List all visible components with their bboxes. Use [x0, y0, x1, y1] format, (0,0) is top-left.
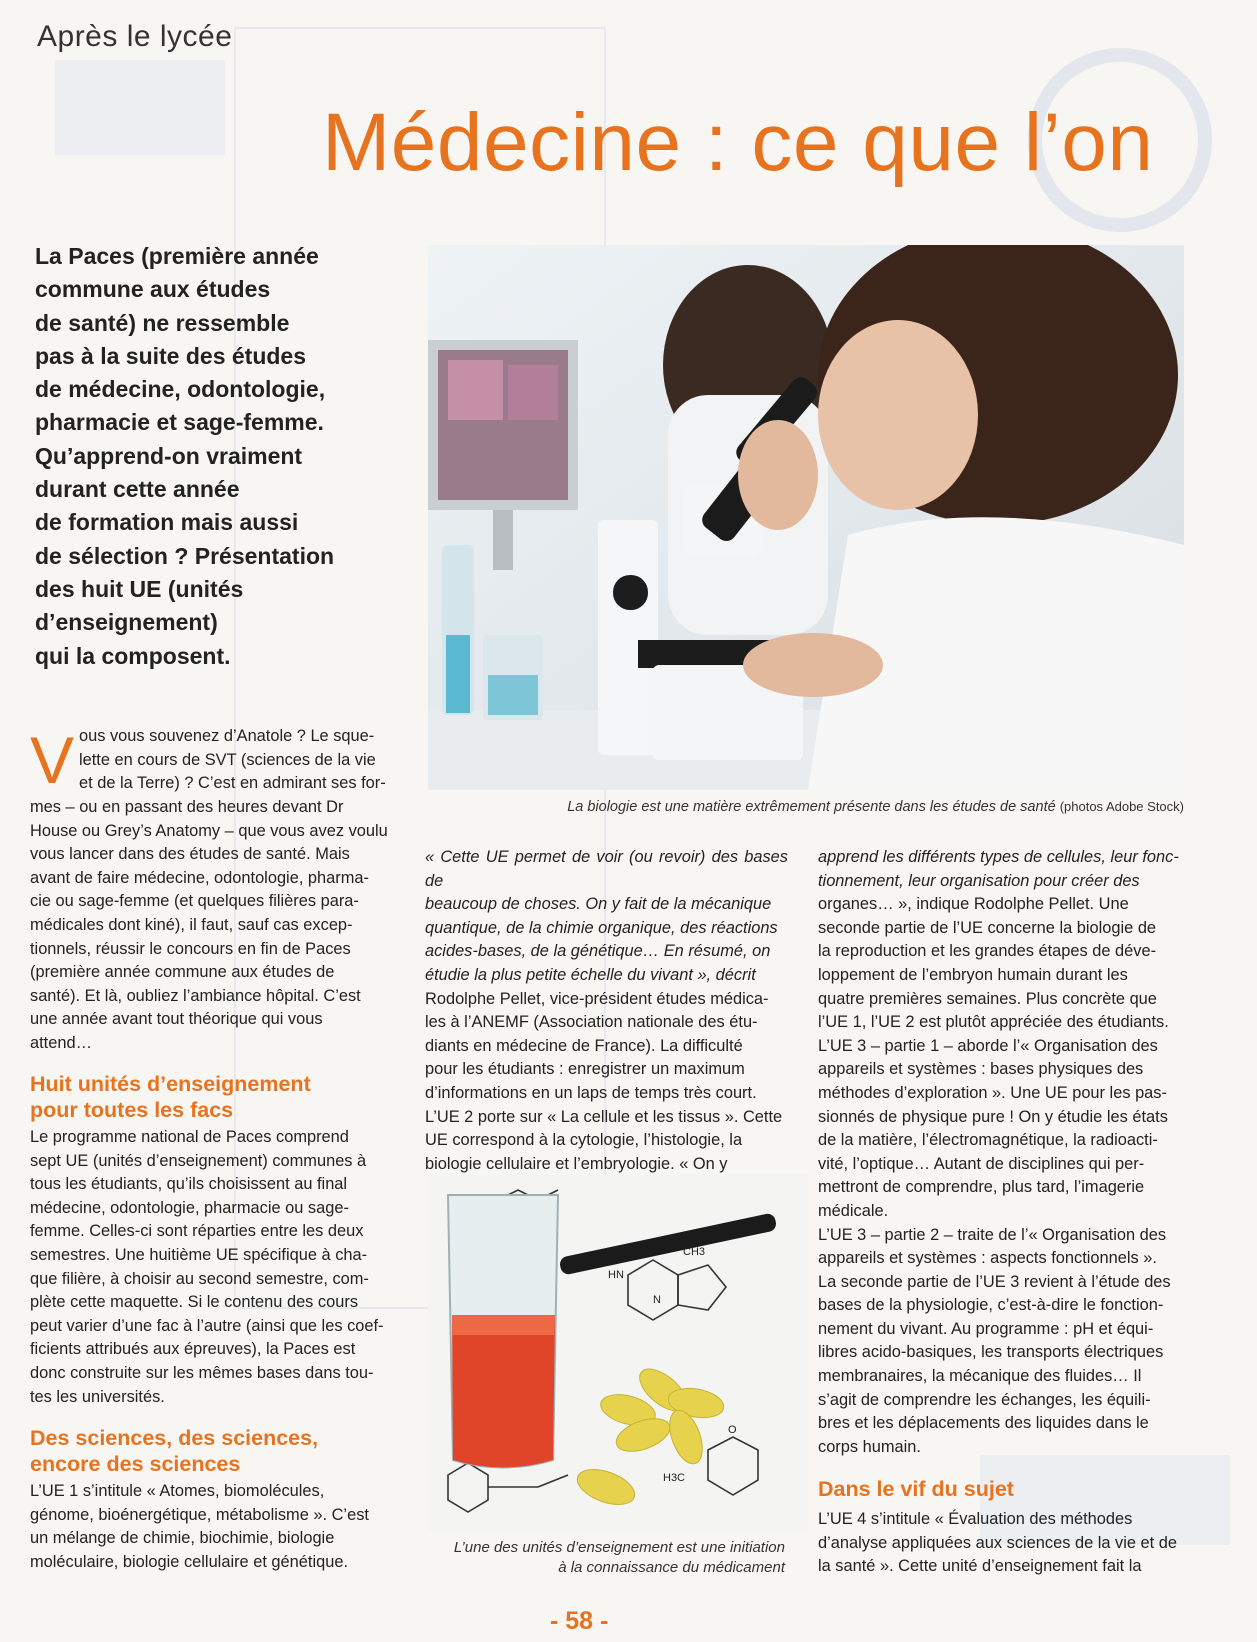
subheading-units	[30, 1071, 396, 1123]
microscope-photo	[428, 245, 1184, 790]
text-line: médicales dont kiné), il faut, sauf cas excep-	[30, 915, 353, 934]
text-line: peut varier d’une fac à l’autre (ainsi que les coef-	[30, 1316, 384, 1335]
text-line: biologie cellulaire et l’embryologie. « On y	[425, 1154, 728, 1173]
text-line: L’UE 1 s’intitule « Atomes, biomolécules,	[30, 1482, 325, 1500]
text-line: tionnement, leur organisation pour créer des	[818, 871, 1140, 890]
text-line: vous lancer dans des études de santé. Mais	[30, 845, 350, 864]
text-line: sionnés de physique pure ! On y étudie les états	[818, 1107, 1168, 1126]
section-header: Après le lycée	[37, 20, 233, 53]
column-1-body	[30, 796, 396, 1056]
text-line: s’agit de comprendre les échanges, les équili-	[818, 1390, 1151, 1409]
column-2-body	[425, 846, 788, 1176]
text-line: seconde partie de l’UE concerne la biologie de	[818, 918, 1157, 937]
photo-credit: (photos Adobe Stock)	[1059, 799, 1184, 814]
text-line: quantique, de la chimie organique, des réactions	[425, 918, 778, 937]
photo-caption-2	[425, 1538, 785, 1578]
text-line: avant de faire médecine, odontologie, pharma-	[30, 868, 369, 887]
chem-label: H3C	[663, 1472, 686, 1484]
text-line: apprend les différents types de cellules, leur fonc-	[818, 848, 1179, 866]
subheading-line: Des sciences, des sciences,	[30, 1426, 319, 1450]
text-line: ous vous souvenez d’Anatole ? Le sque-	[79, 727, 375, 745]
text-line: loppement de l’embryon humain durant les	[818, 965, 1128, 984]
text-line: la santé ». Cette unité d’enseignement fait la	[818, 1557, 1142, 1576]
text-line: L’UE 4 s’intitule « Évaluation des méthodes	[818, 1510, 1133, 1528]
text-line: L’UE 3 – partie 2 – traite de l’« Organisation des	[818, 1225, 1167, 1244]
column-1-ue1	[30, 1480, 396, 1574]
caption-line: à la connaissance du médicament	[558, 1559, 785, 1576]
text-line: acides-bases, de la génétique… En résumé, on	[425, 942, 771, 961]
caption-text: La biologie est une matière extrêmement présente dans les études de santé	[567, 799, 1056, 815]
lead-line: d’enseignement)	[35, 609, 218, 636]
text-line: mes – ou en passant des heures devant Dr	[30, 798, 344, 816]
text-line: UE correspond à la cytologie, l’histologie, la	[425, 1131, 743, 1150]
text-line: étudie la plus petite échelle du vivant », décrit	[425, 965, 756, 984]
text-line: La seconde partie de l’UE 3 revient à l’étude des	[818, 1272, 1171, 1291]
chem-label: O	[728, 1424, 737, 1436]
text-line: les à l’ANEMF (Association nationale des étu-	[425, 1013, 758, 1032]
text-line: L’UE 3 – partie 1 – aborde l’« Organisation des	[818, 1036, 1158, 1055]
text-line: d’analyse appliquées aux sciences de la vie et de	[818, 1533, 1178, 1552]
chem-label: CH3	[683, 1246, 706, 1258]
text-line: quatre premières semaines. Plus concrète que	[818, 989, 1157, 1008]
text-line: bres et les déplacements des liquides dans le	[818, 1414, 1149, 1433]
column-3-body	[818, 846, 1184, 1459]
text-line: méthodes d’exploration ». Une UE pour les pas-	[818, 1083, 1167, 1102]
lead-line: pharmacie et sage-femme.	[35, 409, 324, 436]
text-line: médicale.	[818, 1201, 889, 1220]
column-1-programme	[30, 1126, 396, 1409]
lead-line: de sélection ? Présentation	[35, 542, 335, 569]
text-line: et de la Terre) ? C’est en admirant ses for-	[79, 774, 386, 793]
lead-line: de santé) ne ressemble	[35, 309, 290, 336]
lead-line: La Paces (première année	[35, 243, 319, 269]
text-line: plète cette maquette. Si le contenu des cours	[30, 1293, 359, 1312]
lead-line: durant cette année	[35, 476, 240, 503]
subheading-sciences	[30, 1425, 396, 1477]
text-line: libres acido-basiques, les transports électriques	[818, 1343, 1164, 1362]
text-line: de la matière, l’électromagnétique, la radioacti-	[818, 1131, 1158, 1150]
text-line: mettront de comprendre, plus tard, l’imagerie	[818, 1178, 1145, 1197]
chem-label: HN	[608, 1269, 624, 1281]
text-line: médecine, odontologie, pharmacie ou sage-	[30, 1198, 349, 1217]
column-1-intro	[79, 725, 396, 796]
text-line: bases de la physiologie, c’est-à-dire le fonction-	[818, 1296, 1164, 1315]
text-line: House ou Grey’s Anatomy – que vous avez voulu	[30, 821, 388, 840]
lead-line: pas à la suite des études	[35, 342, 307, 369]
text-line: la reproduction et les grandes étapes de déve-	[818, 942, 1157, 961]
text-line: moléculaire, biologie cellulaire et génétique.	[30, 1552, 348, 1571]
beaker-pills-photo	[428, 1175, 808, 1532]
text-line: que filière, à choisir au second semestre, com-	[30, 1269, 369, 1288]
page-number: - 58 -	[550, 1607, 609, 1635]
lead-line: de formation mais aussi	[35, 509, 299, 536]
subheading-line: encore des sciences	[30, 1452, 241, 1476]
text-line: génome, bioénergétique, métabolisme ». C’est	[30, 1505, 369, 1524]
text-line: organes… », indique Rodolphe Pellet. Une	[818, 895, 1129, 914]
text-line: diants en médecine de France). La difficulté	[425, 1036, 743, 1055]
text-line: tionnels, réussir le concours en fin de Paces	[30, 939, 351, 958]
text-line: attend…	[30, 1033, 92, 1052]
text-line: appareils et systèmes : bases physiques des	[818, 1060, 1144, 1079]
text-line: une année avant tout théorique qui vous	[30, 1010, 323, 1029]
text-line: semestres. Une huitième UE spécifique à cha-	[30, 1245, 368, 1264]
lead-line: commune aux études	[35, 276, 271, 303]
text-line: appareils et systèmes : aspects fonctionnels ».	[818, 1249, 1157, 1268]
text-line: vité, l’optique… Autant de disciplines qui per-	[818, 1154, 1145, 1173]
text-line: l’UE 1, l’UE 2 est plutôt appréciée des étudiants.	[818, 1013, 1169, 1032]
article-title: Médecine : ce que l’on	[322, 97, 1154, 188]
subheading-line: pour toutes les facs	[30, 1098, 234, 1122]
text-line: membranaires, la mécanique des fluides… Il	[818, 1367, 1142, 1386]
text-line: Le programme national de Paces comprend	[30, 1128, 349, 1146]
subheading-vif-du-sujet: Dans le vif du sujet	[818, 1477, 1014, 1501]
lead-line: qui la composent.	[35, 642, 231, 669]
text-line: pour les étudiants : enregistrer un maximum	[425, 1060, 745, 1079]
lead-line: de médecine, odontologie,	[35, 376, 326, 403]
text-line: L’UE 2 porte sur « La cellule et les tissus ». Cette	[425, 1107, 783, 1126]
text-line: nement du vivant. Au programme : pH et équi-	[818, 1319, 1154, 1338]
text-line: tous les étudiants, qu’ils choisissent au final	[30, 1175, 348, 1194]
text-line: un mélange de chimie, biochimie, biologie	[30, 1529, 335, 1548]
text-line: corps humain.	[818, 1437, 921, 1456]
text-line: (première année commune aux études de	[30, 963, 335, 982]
text-line: ficients attribués aux épreuves), la Paces est	[30, 1340, 356, 1359]
drop-cap: V	[30, 723, 75, 797]
text-line: beaucoup de choses. On y fait de la mécanique	[425, 895, 772, 914]
text-line: « Cette UE permet de voir (ou revoir) des bases de	[425, 848, 788, 890]
chem-label: N	[653, 1294, 661, 1306]
text-line: tes les universités.	[30, 1387, 165, 1406]
lead-line: Qu’apprend-on vraiment	[35, 442, 303, 469]
text-line: lette en cours de SVT (sciences de la vie	[79, 750, 376, 769]
text-line: d’informations en un laps de temps très court.	[425, 1083, 757, 1102]
text-line: santé). Et là, oubliez l’ambiance hôpital. C’est	[30, 986, 361, 1005]
caption-line: L’une des unités d’enseignement est une initiation	[453, 1539, 785, 1556]
text-line: donc construite sur les mêmes bases dans tou-	[30, 1363, 374, 1382]
text-line: sept UE (unités d’enseignement) communes à	[30, 1151, 367, 1170]
text-line: cie ou sage-femme (et quelques filières para-	[30, 892, 359, 911]
text-line: femme. Celles-ci sont réparties entre les deux	[30, 1222, 364, 1241]
lead-paragraph	[35, 240, 385, 673]
photo-caption	[478, 799, 1184, 815]
text-line: Rodolphe Pellet, vice-président études médica-	[425, 989, 769, 1008]
subheading-line: Huit unités d’enseignement	[30, 1072, 311, 1096]
lead-line: des huit UE (unités	[35, 575, 244, 602]
column-3-ue4	[818, 1508, 1184, 1579]
